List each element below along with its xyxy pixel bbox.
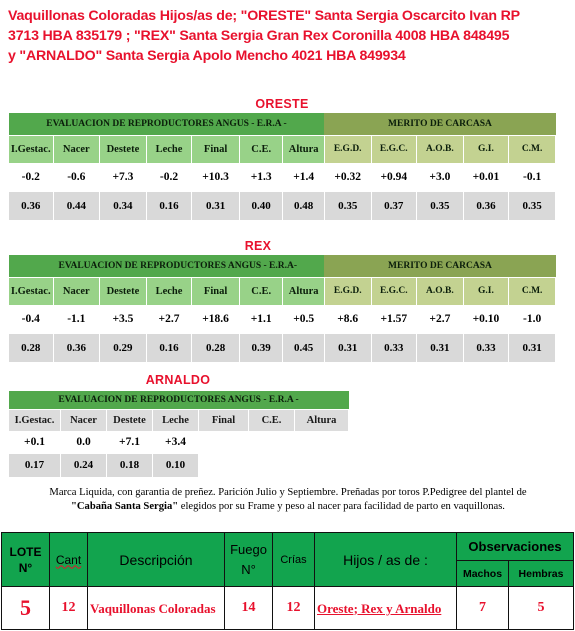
dep-value [295,431,349,453]
dep-value: -1.0 [509,305,556,333]
dep-value [249,431,295,453]
header-lote-label: LOTE [9,544,42,559]
col-header: Nacer [53,277,100,305]
accuracy-value: 0.16 [146,333,192,362]
col-header: Destete [100,277,147,305]
hijos-value-text: Oreste; Rex y Arnaldo [317,600,442,616]
col-header: E.G.D. [324,277,371,305]
accuracy-value: 0.31 [417,333,464,362]
dep-value: -0.2 [146,163,192,191]
header-hembras: Hembras [509,561,574,587]
accuracy-value: 0.37 [371,191,417,220]
accuracy-value: 0.39 [239,333,282,362]
dep-value: +8.6 [324,305,371,333]
col-header: I.Gestac. [9,135,54,163]
dep-value: +7.1 [107,431,153,453]
accuracy-value: 0.44 [53,191,100,220]
accuracy-value [249,453,295,477]
accuracy-value: 0.10 [153,453,199,477]
accuracy-value: 0.17 [9,453,61,477]
col-header: Nacer [61,409,107,431]
title-line-2: 3713 HBA 835179 ; "REX" Santa Sergia Gran Rex Coronilla 4008 HBA 848495 [8,28,510,44]
oreste-carcass-header: MERITO DE CARCASA [324,113,555,135]
accuracy-value: 0.31 [192,191,240,220]
header-fuego-label: Fuego [230,541,267,557]
header-lote-no: N° [18,560,33,575]
accuracy-value: 0.48 [283,191,324,220]
col-header: Altura [283,135,324,163]
note-line-1: Marca Liquida, con garantia de preñez. Parición Julio y Septiembre. Preñadas por toros P.Pedigree del plantel de [49,487,527,498]
col-header: Final [192,277,240,305]
header-descripcion: Descripción [88,533,225,587]
lote-table [1,532,574,630]
header-cant-label: Cant [55,552,82,567]
accuracy-value: 0.28 [192,333,240,362]
header-hijos: Hijos / as de : [315,533,457,587]
dep-value: +7.3 [100,163,147,191]
col-header: G.I. [463,277,509,305]
section-title-oreste: ORESTE [255,97,309,111]
col-header: E.G.C. [371,277,417,305]
accuracy-value: 0.28 [9,333,54,362]
col-header: Final [192,135,240,163]
rex-carcass-header: MERITO DE CARCASA [324,255,555,277]
accuracy-value: 0.18 [107,453,153,477]
accuracy-value: 0.36 [9,191,54,220]
dep-value: +18.6 [192,305,240,333]
accuracy-value: 0.36 [463,191,509,220]
col-header: A.O.B. [417,135,464,163]
dep-value: +3.4 [153,431,199,453]
accuracy-value: 0.45 [283,333,325,362]
dep-value: +10.3 [192,163,240,191]
header-fuego [225,533,273,587]
fuego-value: 14 [225,587,273,630]
dep-value: +0.94 [371,163,417,191]
col-header: I.Gestac. [9,409,61,431]
descripcion-value: Vaquillonas Coloradas [88,587,225,630]
header-cant [50,533,88,587]
crias-value: 12 [273,587,315,630]
note-brand: "Cabaña Santa Sergia" [71,500,179,512]
dep-value: +2.7 [417,305,464,333]
accuracy-value: 0.40 [239,191,283,220]
dep-value: -0.2 [9,163,54,191]
lote-number: 5 [2,587,50,630]
cant-value: 12 [50,587,88,630]
machos-value: 7 [457,587,509,630]
oreste-eval-table [8,113,556,221]
accuracy-value [199,453,249,477]
col-header: A.O.B. [417,277,464,305]
title-line-3: y "ARNALDO" Santa Sergia Apolo Mencho 4021 HBA 849934 [8,48,406,64]
accuracy-value: 0.36 [53,333,100,362]
accuracy-value: 0.33 [463,333,509,362]
dep-value: +0.32 [324,163,371,191]
dep-value: +1.57 [371,305,417,333]
arnaldo-eval-table [8,391,349,478]
accuracy-value: 0.31 [324,333,371,362]
dep-value [199,431,249,453]
col-header: Leche [153,409,199,431]
col-header: Altura [295,409,349,431]
arnaldo-eval-header: EVALUACION DE REPRODUCTORES ANGUS - E.R.A - [9,391,349,409]
hembras-value: 5 [509,587,574,630]
dep-value: -0.4 [9,305,54,333]
dep-value: -0.6 [53,163,100,191]
page-title [8,6,570,66]
header-machos: Machos [457,561,509,587]
col-header: G.I. [463,135,509,163]
dep-value: +3.5 [100,305,147,333]
header-crias: Crías [273,533,315,587]
col-header: C.E. [239,135,283,163]
col-header: C.E. [249,409,295,431]
accuracy-value: 0.33 [371,333,417,362]
dep-value: +0.1 [9,431,61,453]
col-header: I.Gestac. [9,277,54,305]
col-header: Destete [107,409,153,431]
accuracy-value: 0.31 [509,333,556,362]
section-title-rex: REX [244,239,272,253]
col-header: C.M. [509,277,556,305]
accuracy-value: 0.35 [417,191,464,220]
rex-eval-table [8,255,556,363]
dep-value: 0.0 [61,431,107,453]
col-header: Leche [146,135,192,163]
col-header: E.G.D. [324,135,371,163]
dep-value: +0.01 [463,163,509,191]
accuracy-value: 0.35 [324,191,371,220]
col-header: Destete [100,135,147,163]
col-header: C.E. [239,277,282,305]
note-line-2 [8,500,568,514]
hijos-value [315,587,457,630]
dep-value: +2.7 [146,305,192,333]
title-line-1: Vaquillonas Coloradas Hijos/as de; "ORESTE" Santa Sergia Oscarcito Ivan RP [8,8,520,24]
dep-value: +0.5 [283,305,325,333]
col-header: Nacer [53,135,100,163]
header-observaciones: Observaciones [457,533,574,561]
accuracy-value: 0.34 [100,191,147,220]
accuracy-value: 0.16 [146,191,192,220]
dep-value: +1.3 [239,163,283,191]
col-header: Final [199,409,249,431]
dep-value: +1.4 [283,163,324,191]
section-title-arnaldo: ARNALDO [145,373,211,387]
dep-value: +1.1 [239,305,282,333]
dep-value: +0.10 [463,305,509,333]
col-header: Altura [283,277,325,305]
note-line-2-rest: elegidos por su Frame y peso al nacer para facilidad de parto en vaquillonas. [178,500,505,512]
header-fuego-no: N° [241,561,256,577]
dep-value: -0.1 [509,163,556,191]
accuracy-value: 0.35 [509,191,556,220]
description-note [8,486,568,513]
dep-value: -1.1 [53,305,100,333]
accuracy-value: 0.24 [61,453,107,477]
header-lote [2,533,50,587]
oreste-eval-header: EVALUACION DE REPRODUCTORES ANGUS - E.R.A - [9,113,325,135]
col-header: Leche [146,277,192,305]
accuracy-value [295,453,349,477]
col-header: C.M. [509,135,556,163]
dep-value: +3.0 [417,163,464,191]
rex-eval-header: EVALUACION DE REPRODUCTORES ANGUS - E.R.A- [9,255,325,277]
col-header: E.G.C. [371,135,417,163]
accuracy-value: 0.29 [100,333,147,362]
